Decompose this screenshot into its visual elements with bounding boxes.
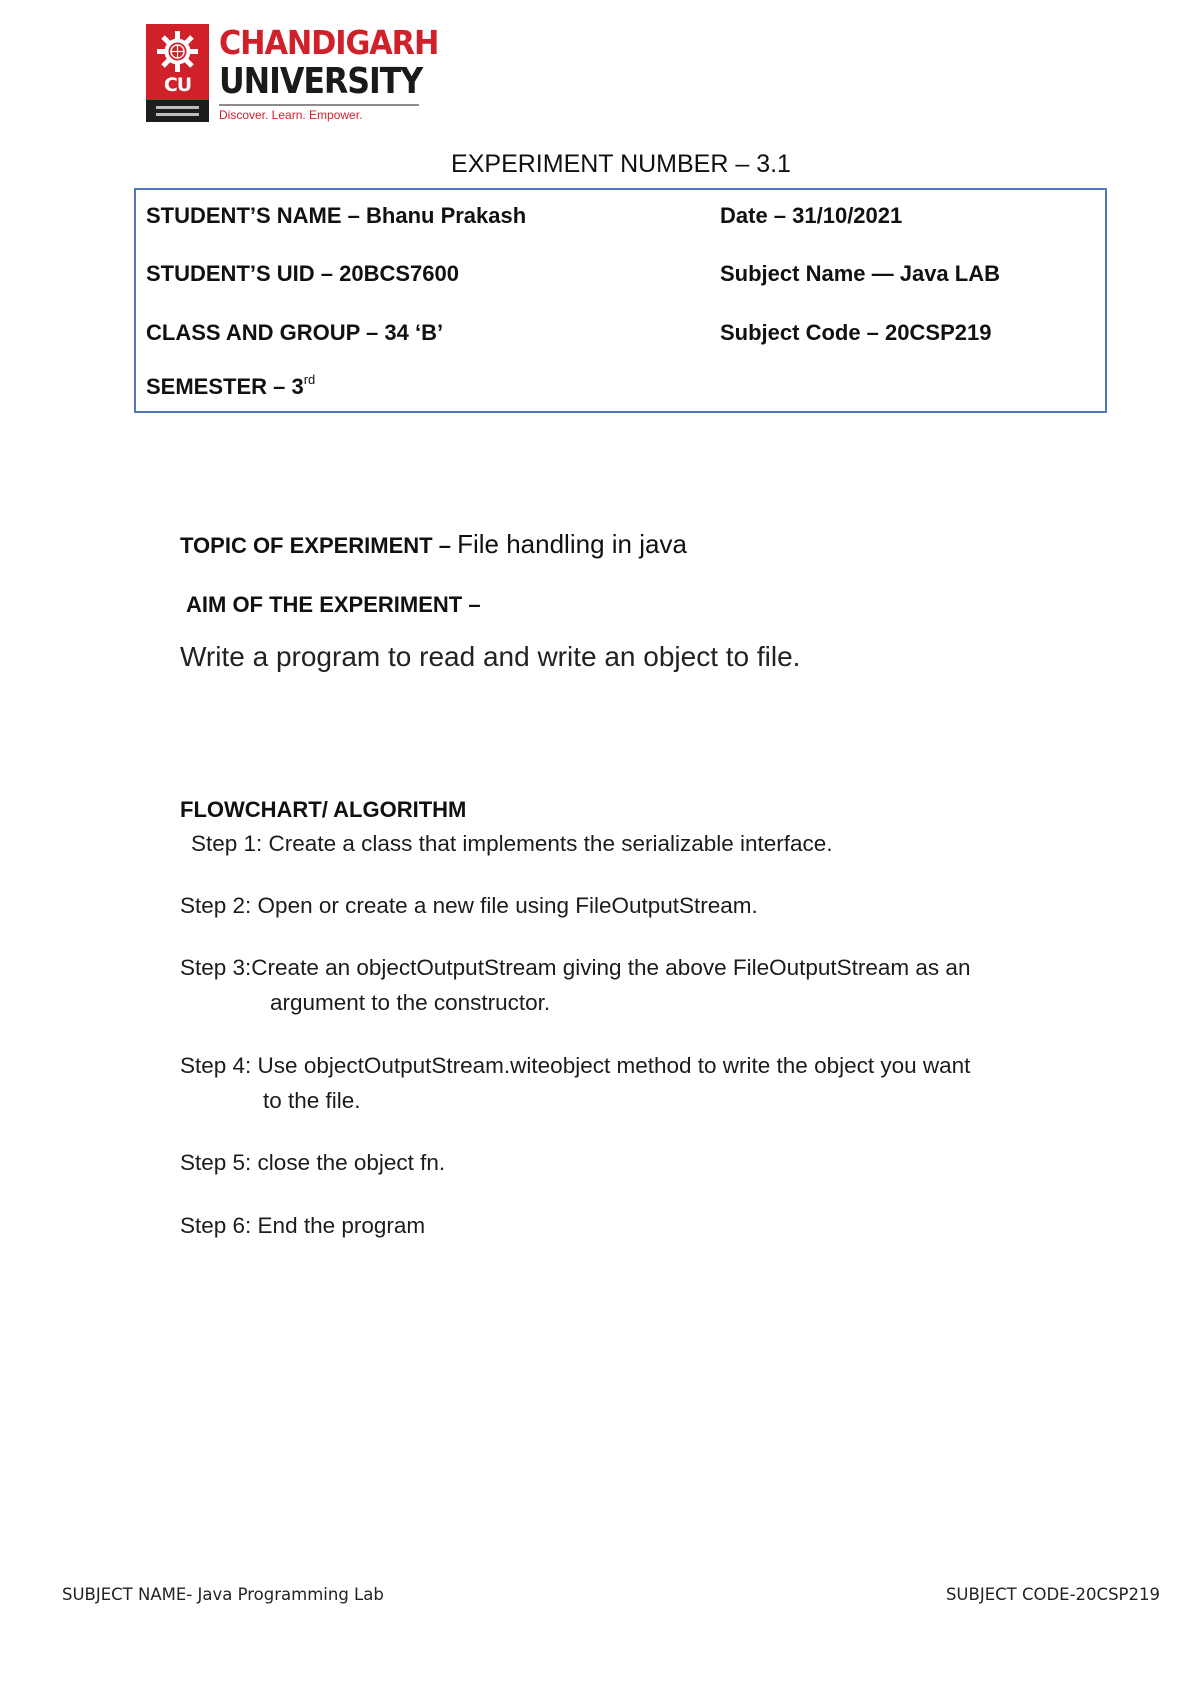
student-info-box bbox=[134, 188, 1107, 413]
algorithm-step-6: Step 6: End the program bbox=[180, 1213, 426, 1238]
logo-emblem-text: CU bbox=[163, 74, 192, 96]
algorithm-step-2: Step 2: Open or create a new file using FileOutputStream. bbox=[180, 893, 758, 918]
university-logo bbox=[146, 23, 439, 124]
semester-suffix: rd bbox=[303, 372, 316, 387]
algorithm-step-3-continued: argument to the constructor. bbox=[270, 990, 551, 1015]
algorithm-step-3: Step 3:Create an objectOutputStream giving the above FileOutputStream as an bbox=[180, 955, 971, 980]
topic-value: File handling in java bbox=[457, 529, 687, 559]
footer-subject-name: SUBJECT NAME- Java Programming Lab bbox=[62, 1585, 384, 1604]
logo-tagline: Discover. Learn. Empower. bbox=[219, 108, 363, 122]
algorithm-step-1: Step 1: Create a class that implements the serializable interface. bbox=[191, 831, 833, 856]
subject-name: Subject Name — Java LAB bbox=[720, 261, 1000, 286]
logo-name-line-2: UNIVERSITY bbox=[219, 61, 423, 102]
student-name: STUDENT’S NAME – Bhanu Prakash bbox=[146, 203, 527, 228]
algorithm-step-4: Step 4: Use objectOutputStream.witeobject method to write the object you want bbox=[180, 1053, 971, 1078]
semester bbox=[146, 372, 315, 400]
logo-divider bbox=[219, 104, 419, 106]
semester-text: SEMESTER – 3 bbox=[146, 374, 304, 399]
experiment-title: EXPERIMENT NUMBER – 3.1 bbox=[451, 150, 791, 178]
logo-name-line-1: CHANDIGARH bbox=[219, 23, 439, 62]
logo-emblem bbox=[146, 24, 209, 122]
class-and-group: CLASS AND GROUP – 34 ‘B’ bbox=[146, 320, 444, 345]
footer-subject-code: SUBJECT CODE-20CSP219 bbox=[945, 1585, 1160, 1604]
algorithm-step-5: Step 5: close the object fn. bbox=[180, 1150, 446, 1175]
student-uid: STUDENT’S UID – 20BCS7600 bbox=[146, 261, 459, 286]
subject-code: Subject Code – 20CSP219 bbox=[720, 320, 992, 345]
topic-of-experiment bbox=[180, 529, 687, 560]
topic-label: TOPIC OF EXPERIMENT – bbox=[180, 533, 458, 558]
date-field: Date – 31/10/2021 bbox=[720, 203, 903, 228]
logo-emblem-footer bbox=[146, 100, 209, 122]
algorithm-step-4-continued: to the file. bbox=[263, 1088, 361, 1113]
aim-label: AIM OF THE EXPERIMENT – bbox=[186, 592, 481, 617]
aim-text: Write a program to read and write an object to file. bbox=[180, 641, 801, 672]
flowchart-heading: FLOWCHART/ ALGORITHM bbox=[180, 797, 467, 822]
gear-globe-icon bbox=[155, 29, 200, 74]
